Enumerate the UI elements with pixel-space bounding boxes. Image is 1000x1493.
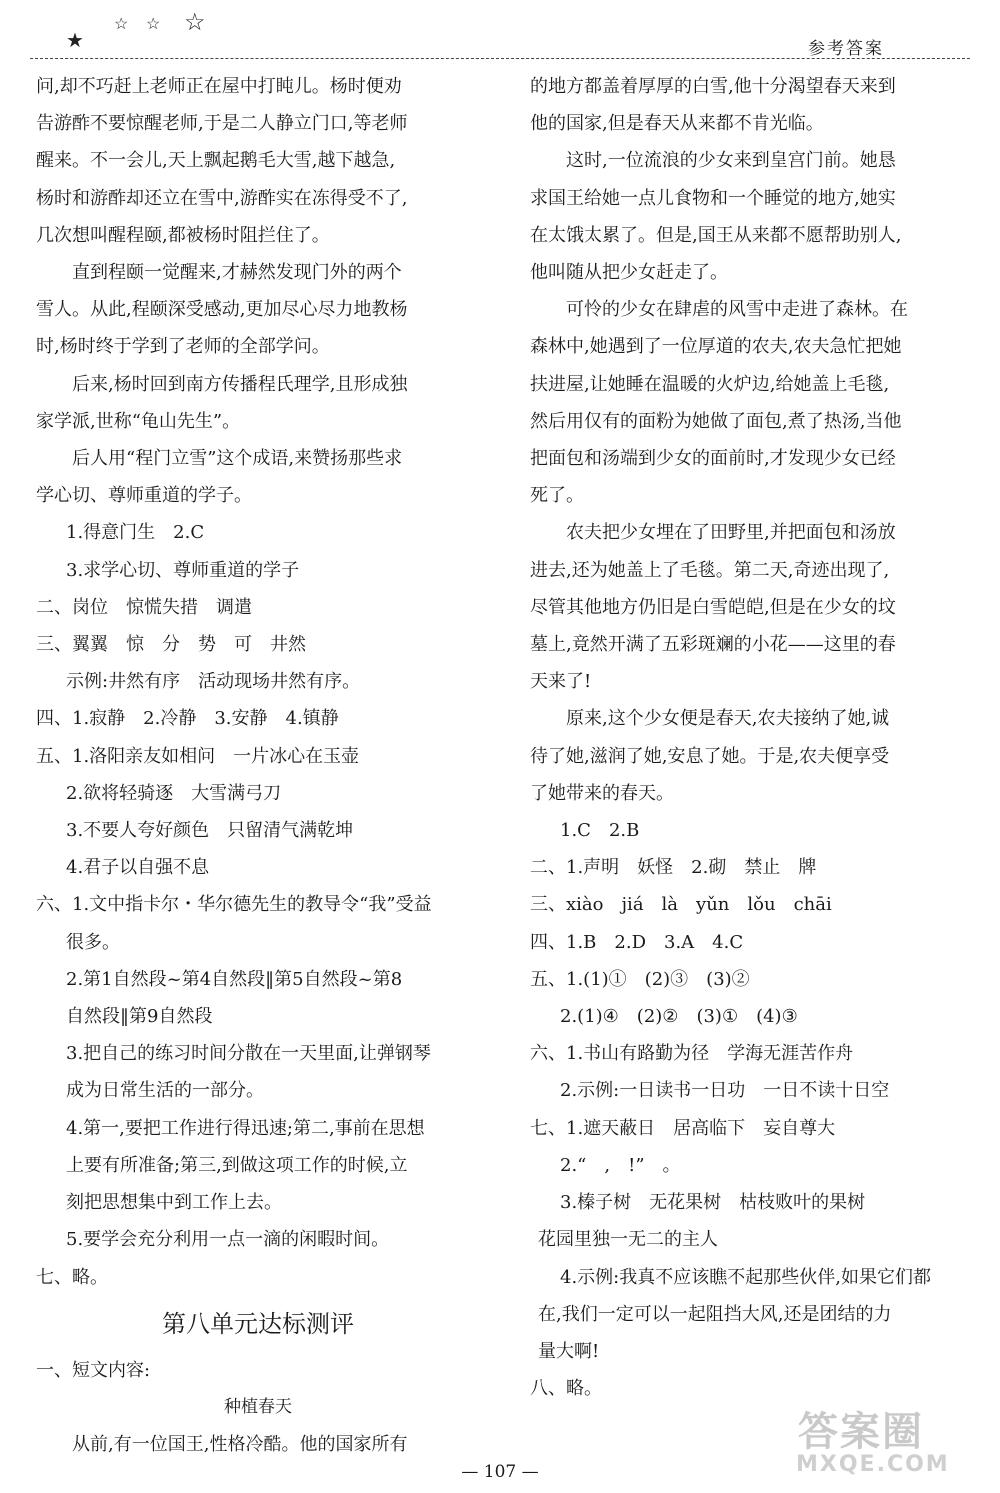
text-line: 农夫把少女埋在了田野里,并把面包和汤放 (566, 522, 896, 544)
watermark-url: MXQE.COM (796, 1452, 950, 1477)
text-line: 在,我们一定可以一起阻挡大风,还是团结的力 (538, 1303, 892, 1325)
text-line: 4.示例:我真不应该瞧不起那些伙伴,如果它们都 (560, 1266, 931, 1288)
text-line: 直到程颐一觉醒来,才赫然发现门外的两个 (72, 262, 402, 284)
left-column (36, 68, 480, 1463)
text-line: 森林中,她遇到了一位厚道的农夫,农夫急忙把她 (530, 336, 902, 358)
text-line: 可怜的少女在肆虐的风雪中走进了森林。在 (566, 299, 908, 321)
star-icon: ☆ (114, 14, 129, 33)
text-line: 六、1.文中指卡尔・华尔德先生的教导令“我”受益 (36, 894, 432, 916)
text-line: 五、1.(1)① (2)③ (3)② (530, 968, 750, 990)
text-line: 七、1.遮天蔽日 居高临下 妄自尊大 (530, 1117, 836, 1139)
text-line: 4.第一,要把工作进行得迅速;第二,事前在思想 (66, 1117, 425, 1139)
text-line: 的地方都盖着厚厚的白雪,他十分渴望春天来到 (530, 76, 896, 97)
text-line: 尽管其他地方仍旧是白雪皑皑,但是在少女的坟 (530, 596, 896, 618)
text-line: 告游酢不要惊醒老师,于是二人静立门口,等老师 (36, 113, 408, 135)
text-line: 四、1.B 2.D 3.A 4.C (530, 931, 744, 953)
text-line: 后来,杨时回到南方传播程氏理学,且形成独 (72, 373, 408, 395)
watermark-logo (788, 1400, 978, 1480)
text-line: 5.要学会充分利用一点一滴的闲暇时间。 (66, 1229, 390, 1251)
section-label: 一、短文内容: (36, 1359, 151, 1381)
text-line: 后人用“程门立雪”这个成语,来赞扬那些求 (72, 448, 403, 470)
text-line: 这时,一位流浪的少女来到皇宫门前。她恳 (566, 150, 896, 172)
text-line: 2.(1)④ (2)② (3)① (4)③ (560, 1006, 798, 1028)
text-line: 死了。 (530, 485, 584, 507)
text-line: 八、略。 (530, 1378, 602, 1400)
star-decoration (66, 6, 306, 52)
text-line: 刻把思想集中到工作上去。 (66, 1192, 282, 1214)
text-line: 示例:井然有序 活动现场井然有序。 (66, 671, 361, 693)
text-line: 了她带来的春天。 (530, 782, 674, 804)
story-title: 种植春天 (224, 1396, 292, 1417)
text-line: 学心切、尊师重道的学子。 (36, 485, 252, 507)
left-answer-lines (36, 68, 480, 1296)
watermark-text: 答案圈 (798, 1409, 924, 1455)
text-line: 他的国家,但是春天从来都不肯光临。 (530, 113, 824, 135)
text-line: 雪人。从此,程颐深受感动,更加尽心尽力地教杨 (36, 299, 408, 321)
text-line: 五、1.洛阳亲友如相问 一片冰心在玉壶 (36, 745, 360, 767)
text-line: 很多。 (66, 931, 120, 953)
text-line: 醒来。不一会儿,天上飘起鹅毛大雪,越下越急, (36, 150, 396, 172)
text-line: 时,杨时终于学到了老师的全部学问。 (36, 336, 330, 358)
text-line: 二、岗位 惊慌失措 调遣 (36, 596, 252, 618)
text-line: 2.示例:一日读书一日功 一日不读十日空 (560, 1080, 890, 1102)
text-line: 天来了! (530, 671, 592, 693)
text-line: 待了她,滋润了她,安息了她。于是,农夫便享受 (530, 745, 890, 767)
text-line: 三、翼翼 惊 分 势 可 井然 (36, 634, 306, 656)
text-line: 2.欲将轻骑逐 大雪满弓刀 (66, 782, 282, 804)
page-number: — 107 — (461, 1462, 539, 1482)
text-line: 墓上,竟然开满了五彩斑斓的小花——这里的春 (530, 634, 896, 656)
text-line: 自然段‖第9自然段 (66, 1006, 213, 1028)
text-line: 1.C 2.B (560, 820, 640, 842)
star-icon: ☆ (146, 14, 161, 33)
text-line: 家学派,世称“龟山先生”。 (36, 410, 241, 432)
header-title: 参考答案 (808, 39, 884, 59)
text-line: 然后用仅有的面粉为她做了面包,煮了热汤,当他 (530, 410, 902, 432)
text-line: 量大啊! (538, 1340, 600, 1362)
text-line: 2.第1自然段~第4自然段‖第5自然段~第8 (66, 968, 403, 990)
text-line: 二、1.声明 妖怪 2.砌 禁止 牌 (530, 857, 817, 879)
text-line: 杨时和游酢却还立在雪中,游酢实在冻得受不了, (36, 187, 408, 209)
right-answer-lines (530, 68, 946, 1407)
text-line: 原来,这个少女便是春天,农夫接纳了她,诚 (566, 708, 890, 730)
text-line: 3.不要人夸好颜色 只留清气满乾坤 (66, 820, 354, 842)
text-line: 把面包和汤端到少女的面前时,才发现少女已经 (530, 448, 896, 470)
text-line: 四、1.寂静 2.冷静 3.安静 4.镇静 (36, 708, 339, 730)
story-first-line: 从前,有一位国王,性格冷酷。他的国家所有 (72, 1434, 408, 1456)
text-line: 2.“ , !” 。 (560, 1154, 681, 1176)
text-line: 3.榛子树 无花果树 枯枝败叶的果树 (560, 1192, 866, 1214)
text-line: 成为日常生活的一部分。 (66, 1080, 264, 1102)
right-column (530, 68, 946, 1407)
text-line: 上要有所准备;第三,到做这项工作的时候,立 (66, 1154, 408, 1176)
star-icon: ☆ (184, 8, 206, 36)
text-line: 4.君子以自强不息 (66, 857, 210, 879)
text-line: 在太饿太累了。但是,国王从来都不愿帮助别人, (530, 224, 902, 246)
text-line: 1.得意门生 2.C (66, 522, 205, 544)
text-line: 3.求学心切、尊师重道的学子 (66, 559, 300, 581)
text-line: 问,却不巧赶上老师正在屋中打盹儿。杨时便劝 (36, 76, 402, 97)
star-icon: ★ (66, 28, 84, 52)
header-divider (30, 58, 970, 59)
text-line: 七、略。 (36, 1266, 108, 1288)
text-line: 花园里独一无二的主人 (538, 1229, 718, 1251)
text-line: 几次想叫醒程颐,都被杨时阻拦住了。 (36, 224, 330, 246)
text-line: 三、xiào jiá là yǔn lǒu chāi (530, 894, 832, 916)
text-line: 进去,还为她盖上了毛毯。第二天,奇迹出现了, (530, 559, 890, 581)
text-line: 扶进屋,让她睡在温暖的火炉边,给她盖上毛毯, (530, 373, 890, 395)
text-line: 他叫随从把少女赶走了。 (530, 262, 728, 284)
unit-title: 第八单元达标测评 (162, 1309, 354, 1338)
text-line: 3.把自己的练习时间分散在一天里面,让弹钢琴 (66, 1043, 431, 1065)
page-header (30, 0, 970, 60)
text-line: 六、1.书山有路勤为径 学海无涯苦作舟 (530, 1043, 854, 1065)
text-line: 求国王给她一点儿食物和一个睡觉的地方,她实 (530, 187, 896, 209)
